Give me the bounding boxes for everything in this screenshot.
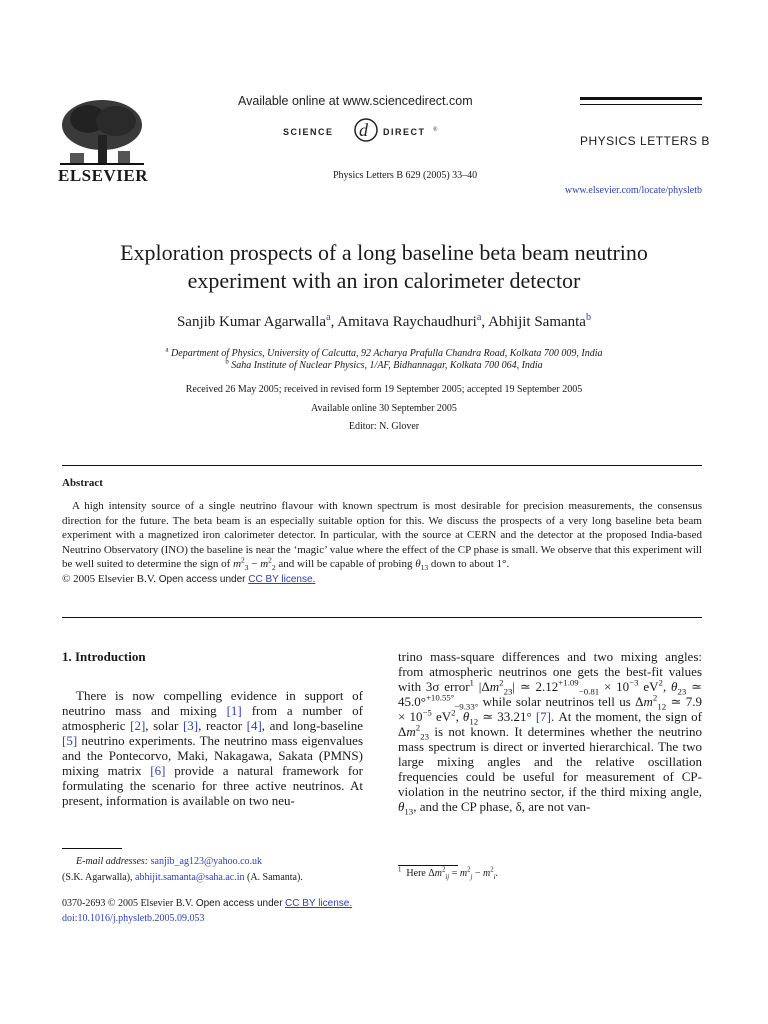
email-link[interactable]: sanjib_ag123@yahoo.co.uk — [150, 856, 263, 867]
footnote-rule — [398, 865, 458, 866]
body-text: neutrino experiments. The neutrino mass eigenvalues and the Pontecorvo, Maki, Nakagawa, Sakata (PMNS) mixing matrix — [62, 733, 363, 778]
received-dates: Received 26 May 2005; received in revised form 19 September 2005; accepted 19 September 2005 — [185, 384, 583, 395]
email-link[interactable]: abhijit.samanta@saha.ac.in — [135, 872, 245, 883]
body-text: . At the moment, the sign of — [550, 709, 703, 724]
body-text: , solar — [145, 718, 179, 733]
open-access-label: Open access under — [195, 898, 283, 909]
citation-link[interactable]: [4] — [246, 718, 262, 733]
body-text: while solar neutrinos tell us — [482, 694, 631, 709]
author-list: Sanjib Kumar Agarwalla$^a$, Amitava Raychaudhuri$^a$, Abhijit Samanta$^b$ — [176, 312, 592, 330]
title-line-2: experiment with an iron calorimeter detector — [187, 268, 581, 293]
email-footnote — [62, 854, 382, 886]
cc-by-license-link[interactable]: CC BY license. — [285, 898, 353, 909]
body-text: from a number of atmospheric — [62, 703, 364, 733]
body-text: provide a natural framework for formulating the scenario for three active neutrinos. At present, information is available on two neu- — [62, 763, 364, 808]
issn: 0370-2693 — [62, 898, 106, 909]
journal-reference: Physics Letters B 629 (2005) 33–40 — [333, 170, 478, 181]
email-label: E-mail addresses: — [76, 856, 149, 867]
header-rule-thin — [580, 104, 702, 105]
affiliations — [40, 348, 728, 372]
svg-text:d: d — [359, 120, 368, 140]
affiliation-label: a — [165, 346, 169, 354]
citation-link[interactable]: [7] — [535, 709, 551, 724]
author-name: Sanjib Kumar Agarwalla — [176, 314, 327, 330]
footnote-1: $^1$ Here $\Delta m^2_{ij} = m^2_j - m^2_i$. — [398, 866, 499, 881]
header-rule-thick — [580, 97, 702, 100]
abstract-copyright: © 2005 Elsevier B.V. — [62, 572, 157, 585]
publisher-name: ELSEVIER — [58, 166, 148, 185]
available-online-text: Available online at www.sciencedirect.com — [238, 94, 473, 108]
open-access-label: Open access under — [158, 573, 246, 585]
abstract-text: A high intensity source of a single neutrino flavour with known spectrum is most desirable for precision measurements, the consensus direction for the future. The beta beam is an especially suitable option for this. We discuss the prospects of a very long baseline beta beam experiment with a magnetized iron calorimeter detector. In particular, with the source at CERN and the detector at the proposed India-based Neutrino Observatory (INO) the baseline is near the ‘magic’ value where the effect of the CP phase is small. We observe that this experiment will be well suited to determine the sign of — [62, 500, 702, 570]
svg-text:DIRECT: DIRECT — [383, 127, 426, 137]
page-footer — [62, 896, 352, 926]
title-line-1: Exploration prospects of a long baseline beta beam neutrino — [120, 240, 648, 265]
body-text: is not known. It determines whether the neutrino mass spectrum is direct or inverted hierarchical. The two large mixing angles and the relative oscillation frequencies could be useful for measurement of CP-violation in the neutrino sector, if the third mixing angle, — [398, 724, 702, 799]
cc-by-license-link[interactable]: CC BY license. — [248, 573, 316, 585]
email-owner: (A. Samanta). — [247, 872, 303, 883]
affiliation-b: Saha Institute of Nuclear Physics, 1/AF, Bidhannagar, Kolkata 700 064, India — [231, 360, 543, 371]
affiliation-label: b — [225, 358, 229, 366]
citation-link[interactable]: [5] — [62, 733, 78, 748]
abstract-body: A high intensity source of a single neutrino flavour with known spectrum is most desirable for precision measurements, the consensus direction for the future. The beta beam is an especially suitable option for this. We discuss the prospects of a very long baseline beta beam experiment with a magnetized iron calorimeter detector. In particular, with the source at CERN and the detector at the proposed India-based Neutrino Observatory (INO) the baseline is near the ‘magic’ value where the effect of the CP phase is small. We observe that this experiment will be well suited to determine the sign of $m^2_3 - m^2_2$ and will be capable of probing $\theta_{13}$ down to about 1°. © 2005 Elsevier B.V. Open access under CC BY license. — [62, 500, 702, 585]
footer-copyright: © 2005 Elsevier B.V. — [107, 898, 194, 909]
section-heading: 1. Introduction — [62, 649, 146, 664]
left-column — [62, 688, 363, 808]
body-text: , and long-baseline — [261, 718, 363, 733]
available-online-date: Available online 30 September 2005 — [311, 403, 457, 414]
footnote-mark: 1 — [398, 866, 402, 874]
affiliation-link[interactable]: a — [476, 312, 482, 323]
email-owner: (S.K. Agarwalla), — [62, 872, 133, 883]
journal-name: PHYSICS LETTERS B — [580, 134, 710, 148]
abstract-heading: Abstract — [62, 477, 103, 489]
footnote-rule — [62, 848, 122, 849]
footnote-text: Here — [406, 868, 426, 879]
author-name: Amitava Raychaudhuri — [337, 314, 477, 330]
citation-link[interactable]: [1] — [226, 703, 242, 718]
author-name: Abhijit Samanta — [488, 314, 586, 330]
doi-link[interactable]: doi:10.1016/j.physletb.2005.09.053 — [62, 913, 205, 924]
abstract-top-rule — [62, 465, 702, 466]
affiliation-link[interactable]: a — [326, 312, 331, 323]
citation-link[interactable]: [6] — [150, 763, 166, 778]
right-column: trino mass-square differences and two mixing angles: from atmospheric neutrinos one gets the best-fit values with 3σ error$^1$ $|\Delta m^2_{23}|$ ≃ $2.12^{+1.09}_{-0.81} \times 10^{-3}$ $eV^2$, $\theta_{23}$ ≃ 45.0°$^{+10.55^\circ}_{-9.33^\circ}$ while solar neutrinos tell us $\Delta m^2_{12}$ ≃ $7.9 \times 10^{-5}$ $eV^2$, $\theta_{12}$ ≃ 33.21° [7]. At the moment, the sign of $\Delta m^2_{23}$ is not known. It determines whether the neutrino mass spectrum is direct or inverted hierarchical. The two large mixing angles and the relative oscillation frequencies could be useful for measurement of CP-violation in the neutrino sector, if the third mixing angle, $\theta_{13}$, and the CP phase, δ, are not van- — [398, 649, 703, 817]
svg-text:®: ® — [433, 127, 438, 133]
citation-link[interactable]: [3] — [182, 718, 199, 733]
svg-text:SCIENCE: SCIENCE — [283, 127, 334, 137]
abstract-text: and will be capable of probing — [278, 558, 413, 570]
abstract-bottom-rule — [62, 617, 702, 618]
article-title — [40, 239, 728, 295]
abstract-text: down to about 1°. — [430, 558, 510, 570]
body-text: , and the CP phase, δ, are not van- — [413, 799, 591, 814]
citation-link[interactable]: [2] — [130, 718, 146, 733]
body-text: There is now compelling evidence in support of neutrino mass and mixing — [62, 688, 363, 718]
body-text: trino mass-square differences and two mixing angles: from atmospheric neutrinos one gets the best-fit values with 3σ error — [398, 649, 702, 694]
affiliation-link[interactable]: b — [585, 312, 592, 323]
journal-url-link[interactable]: www.elsevier.com/locate/physletb — [564, 185, 702, 196]
editor: Editor: N. Glover — [348, 421, 420, 432]
body-text: , reactor — [198, 718, 243, 733]
sciencedirect-logo — [283, 116, 453, 146]
affiliation-a: Department of Physics, University of Calcutta, 92 Acharya Prafulla Chandra Road, Kolkata 700 009, India — [171, 348, 603, 359]
